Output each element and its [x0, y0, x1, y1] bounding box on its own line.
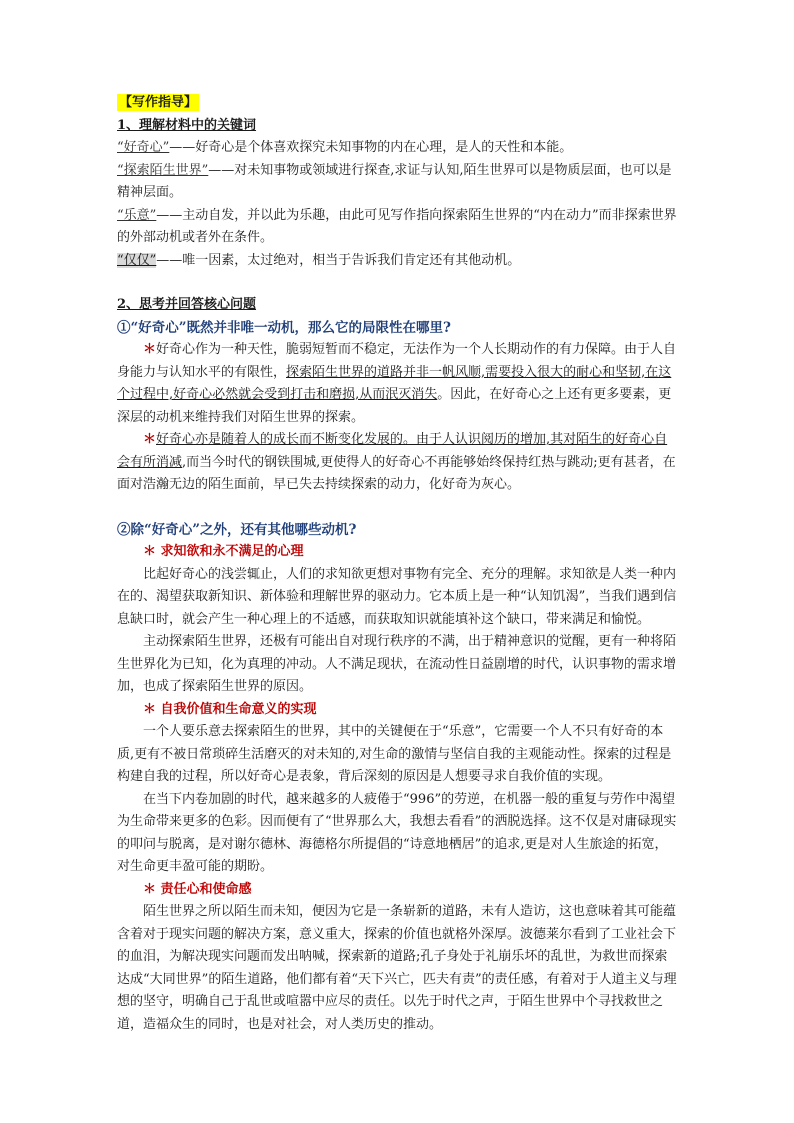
sub-heading-1 [117, 541, 679, 564]
keyword-desc: ——唯一因素，太过绝对，相当于告诉我们肯定还有其他动机。 [156, 252, 521, 268]
keyword-term: “仅仅” [117, 252, 157, 268]
underlined-text: 探索陌生世界的道路并非一帆风顺,需要投入很大的耐心和坚韧,在这个过程中,好奇心必然就会受到打击和磨损,从而泯灭消失 [117, 364, 672, 402]
text-run: 的洒脱选择。这不仅是对庸碌现实的叩问与脱离，是对谢尔德林、海德格尔所提倡的 [117, 814, 677, 852]
question-1-title: ①“好奇心”既然并非唯一动机，那么它的局限性在哪里? [117, 319, 451, 336]
sub-heading-text: 责任心和使命感 [160, 881, 252, 897]
text-run: 陌生世界之所以陌生而未知，便因为它是一条崭新的道路，未有人造访，这也意味着其可能蕴含着对于现实问题的解决方案，意义重大，探索的价值也就格外深厚。波德莱尔看到了工业社会下的血泪，为解决现实问题而发出呐喊，探索新的道路;孔子身处于礼崩乐坏的乱世，为救世而探索达成 [117, 904, 677, 987]
text-run: 的追求,更是对人生旅途的拓宽，对生命更丰盈可能的期盼。 [117, 836, 668, 874]
quote-text: “世界那么大，我想去看看” [325, 814, 482, 829]
text-run: 的陌生道路，他们都有着 [208, 971, 352, 987]
sub-heading-text: 求知欲和永不满足的心理 [160, 544, 304, 559]
keyword-item-1 [117, 137, 679, 160]
text-run: 在当下内卷加剧的时代，越来越多的人疲倦于“996”的劳逆，在机器一般的重复与劳作中渴望为生命带来更多的色彩。因而便有了 [117, 791, 676, 829]
asterisk-icon: ＊ [143, 544, 157, 559]
text-run: ,而当今时代的钢铁围城,更使得人的好奇心不再能够始终保持红热与跳动;更有甚者，在面对浩瀚无边的陌生面前，早已失去持续探索的动力，化好奇为灰心。 [117, 454, 676, 492]
sub1-paragraph-1: 比起好奇心的浅尝辄止，人们的求知欲更想对事物有完全、充分的理解。求知欲是人类一种内在的、渴望获取新知识、新体验和理解世界的驱动力。它本质上是一种“认知饥渴”，当我们遇到信息缺口时，就会产生一种心理上的不适感，而获取知识就能填补这个缺口，带来满足和愉悦。 [117, 566, 677, 627]
section1-title: 1、理解材料中的关键词 [117, 117, 257, 133]
asterisk-icon: ＊ [143, 342, 157, 357]
keyword-term: “好奇心” [117, 140, 170, 155]
text-run: 。因此，在好奇心之上还有更多要素，更深层的动机来维持我们对陌生世界的探索。 [117, 387, 672, 425]
keyword-item-2 [117, 160, 679, 205]
q1-paragraph-2 [117, 429, 679, 497]
quote-text: “诗意地栖居” [403, 836, 482, 852]
keyword-desc: ——主动自发，并以此为乐趣，由此可见写作指向探索陌生世界的“内在动力”而非探索世界的外部动机或者外在条件。 [117, 207, 677, 245]
asterisk-icon: ＊ [143, 432, 157, 447]
keyword-term: “探索陌生世界” [117, 162, 209, 178]
sub1-paragraph-2: 主动探索陌生世界，还极有可能出自对现行秩序的不满，出于精神意识的觉醒，更有一种将陌生世界化为已知，化为真理的冲动。人不满足现状，在流动性日益剧增的时代，认识事物的需求增加，也成了探索陌生世界的原因。 [117, 634, 677, 694]
asterisk-icon: ＊ [143, 881, 157, 897]
quote-text: “大同世界” [143, 971, 209, 987]
underlined-text: 好奇心亦是随着人的成长而不断变化发展的。由于人认识阅历的增加,其对陌生的好奇心自会有所消减 [117, 432, 668, 470]
sub-heading-2 [117, 699, 679, 722]
text-run: 的责任感，有着对于人道主义与理想的坚守，明确自己于乱世或喧嚣中应尽的责任。以先于时代之声，于陌生世界中个寻找救世之道，造福众生的同时，也是对社会，对人类历史的推动。 [117, 971, 677, 1032]
asterisk-icon: ＊ [143, 701, 157, 717]
keyword-item-3 [117, 205, 679, 250]
keyword-desc: ——好奇心是个体喜欢探究未知事物的内在心理，是人的天性和本能。 [169, 140, 573, 155]
q1-paragraph-1 [117, 339, 679, 429]
writing-guide-header: 【写作指导】 [119, 95, 198, 110]
sub2-paragraph-1: 一个人要乐意去探索陌生的世界，其中的关键便在于“乐意”，它需要一个人不只有好奇的本质,更有不被日常琐碎生活磨灭的对未知的,对生命的激情与坚信自我的主观能动性。探索的过程是构建自我的过程，所以好奇心是表象，背后深刻的原因是人想要寻求自我价值的实现。 [117, 724, 672, 784]
sub2-paragraph-2 [117, 789, 679, 879]
text-run: 好奇心作为一种天性，脆弱短暂而不稳定，无法作为一个人长期动作的有力保障。由于人自身能力与认知水平的有限性， [117, 342, 677, 380]
quote-text: “天下兴亡，匹夫有责” [351, 971, 482, 987]
keyword-item-4 [117, 250, 679, 273]
question-2-title: ②除“好奇心”之外，还有其他哪些动机? [117, 521, 357, 538]
sub-heading-text: 自我价值和生命意义的实现 [160, 701, 317, 717]
keyword-term: “乐意” [117, 207, 157, 223]
document-page [117, 92, 679, 1036]
sub3-paragraph-1 [117, 901, 679, 1036]
section2-title: 2、思考并回答核心问题 [117, 297, 257, 312]
keyword-desc: ——对未知事物或领域进行探查,求证与认知,陌生世界可以是物质层面，也可以是精神层面。 [117, 162, 672, 200]
sub-heading-3 [117, 879, 679, 902]
